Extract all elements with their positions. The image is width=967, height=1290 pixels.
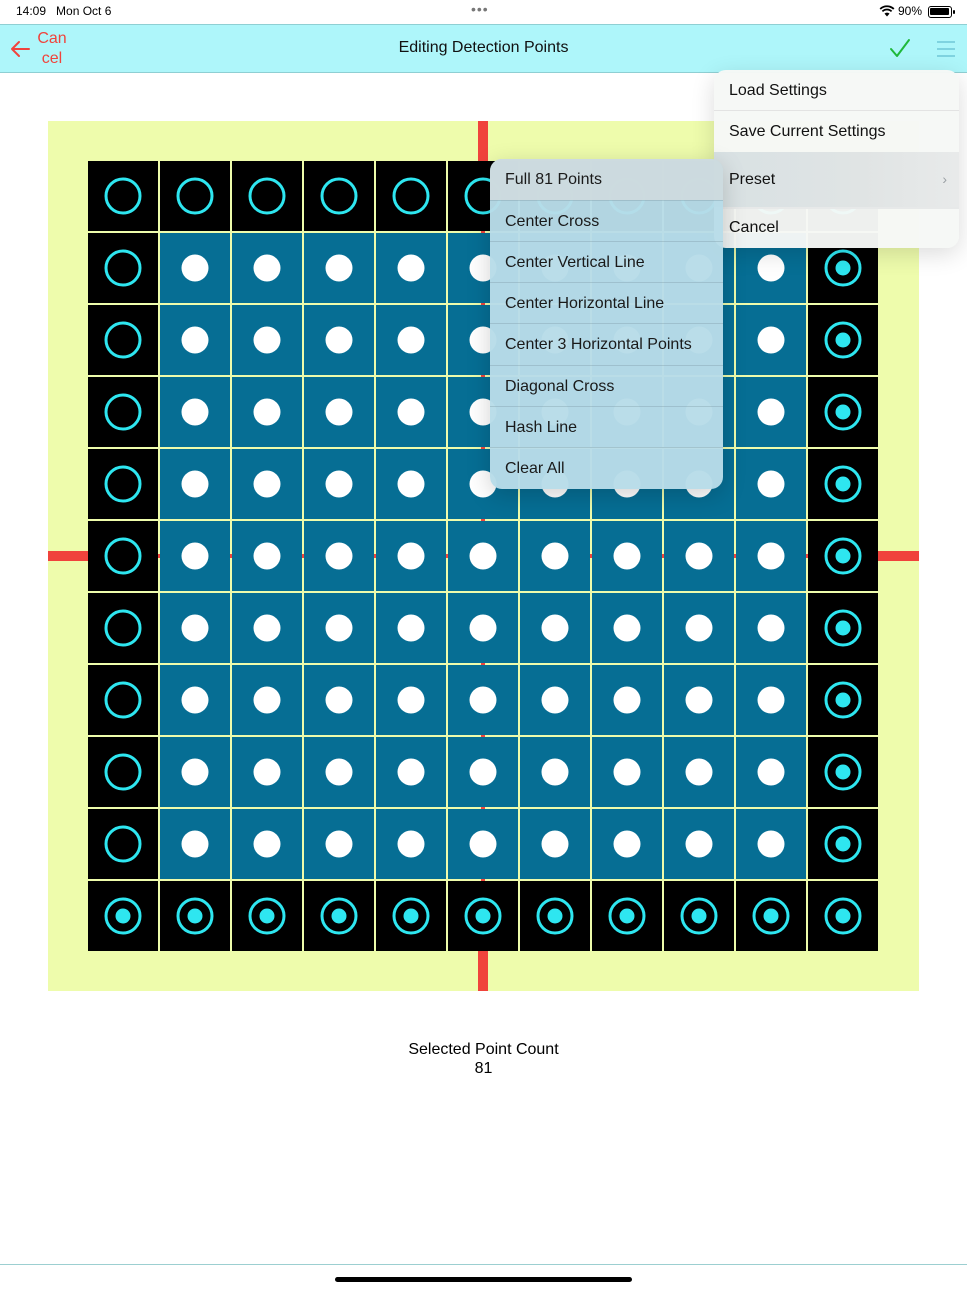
point-dot <box>836 837 851 852</box>
point-dot <box>260 909 275 924</box>
point-dot <box>254 543 281 570</box>
point-dot <box>326 615 353 642</box>
crosshair-tick <box>374 554 376 558</box>
wifi-icon <box>879 5 895 17</box>
point-dot <box>614 687 641 714</box>
point-dot <box>182 327 209 354</box>
selected-point-count-label: Selected Point Count <box>408 1041 559 1058</box>
point-dot <box>398 831 425 858</box>
point-dot <box>614 831 641 858</box>
point-dot <box>332 909 347 924</box>
preset-item-clear-all[interactable]: Clear All <box>505 460 565 477</box>
point-dot <box>182 471 209 498</box>
home-indicator[interactable] <box>335 1277 632 1282</box>
point-dot <box>614 615 641 642</box>
hamburger-menu-icon[interactable] <box>936 39 956 59</box>
crosshair-tick <box>481 231 485 233</box>
grid-cell[interactable] <box>88 665 158 735</box>
point-dot <box>254 615 281 642</box>
crosshair-tick <box>590 554 592 558</box>
point-dot <box>116 909 131 924</box>
crosshair-tick <box>158 554 160 558</box>
point-dot <box>182 255 209 282</box>
page-title: Editing Detection Points <box>398 39 569 56</box>
grid-cell[interactable] <box>88 593 158 663</box>
preset-item-center-horizontal-line[interactable]: Center Horizontal Line <box>505 295 665 312</box>
point-dot <box>614 759 641 786</box>
menu-item-load-settings[interactable]: Load Settings <box>729 82 827 99</box>
point-dot <box>686 543 713 570</box>
point-dot <box>836 405 851 420</box>
point-dot <box>836 693 851 708</box>
menu-item-save-current-settings[interactable]: Save Current Settings <box>729 123 886 140</box>
point-dot <box>182 687 209 714</box>
battery-percent: 90% <box>898 4 923 18</box>
point-dot <box>542 615 569 642</box>
crosshair-tick <box>481 735 485 737</box>
point-dot <box>254 471 281 498</box>
grid-cell[interactable] <box>88 809 158 879</box>
crosshair-tick <box>806 554 808 558</box>
crosshair-tick <box>446 554 448 558</box>
point-dot <box>758 399 785 426</box>
point-dot <box>254 399 281 426</box>
point-dot <box>836 765 851 780</box>
point-dot <box>326 543 353 570</box>
crosshair-bottom <box>478 951 488 991</box>
point-dot <box>398 759 425 786</box>
point-dot <box>758 615 785 642</box>
crosshair-right <box>878 551 919 561</box>
point-dot <box>620 909 635 924</box>
crosshair-tick <box>662 554 664 558</box>
multitasking-dots-icon[interactable]: ••• <box>471 1 489 17</box>
checkmark-icon[interactable] <box>888 37 912 61</box>
grid-cell[interactable] <box>88 449 158 519</box>
options-menu <box>714 70 959 248</box>
menu-item-preset[interactable] <box>714 152 959 207</box>
crosshair-tick <box>481 447 485 449</box>
point-dot <box>686 831 713 858</box>
preset-item-center-cross[interactable]: Center Cross <box>505 213 600 230</box>
point-dot <box>470 543 497 570</box>
point-dot <box>326 687 353 714</box>
cancel-label-line-1: Can <box>37 30 67 47</box>
point-dot <box>398 471 425 498</box>
point-dot <box>764 909 779 924</box>
point-dot <box>398 687 425 714</box>
crosshair-tick <box>481 519 485 521</box>
point-dot <box>398 399 425 426</box>
point-dot <box>254 327 281 354</box>
crosshair-tick <box>481 879 485 881</box>
grid-cell[interactable] <box>304 161 374 231</box>
grid-cell[interactable] <box>160 161 230 231</box>
point-dot <box>326 759 353 786</box>
point-dot <box>758 687 785 714</box>
crosshair-tick <box>302 554 304 558</box>
point-dot <box>542 687 569 714</box>
point-dot <box>686 615 713 642</box>
grid-cell[interactable] <box>88 233 158 303</box>
grid-cell[interactable] <box>376 161 446 231</box>
point-dot <box>548 909 563 924</box>
crosshair-top <box>478 121 488 161</box>
point-dot <box>542 831 569 858</box>
point-dot <box>398 327 425 354</box>
point-dot <box>758 831 785 858</box>
point-dot <box>758 255 785 282</box>
point-dot <box>758 759 785 786</box>
preset-item-hash-line[interactable]: Hash Line <box>505 419 578 436</box>
point-dot <box>692 909 707 924</box>
crosshair-tick <box>734 554 736 558</box>
point-dot <box>836 261 851 276</box>
point-dot <box>254 255 281 282</box>
crosshair-tick <box>481 807 485 809</box>
point-dot <box>182 615 209 642</box>
grid-cell[interactable] <box>88 161 158 231</box>
preset-item-center-3-horizontal-points[interactable]: Center 3 Horizontal Points <box>505 336 692 353</box>
point-dot <box>470 759 497 786</box>
point-dot <box>758 327 785 354</box>
point-dot <box>542 543 569 570</box>
chevron-right-icon: › <box>942 171 947 187</box>
point-dot <box>326 399 353 426</box>
crosshair-left <box>48 551 88 561</box>
point-dot <box>182 759 209 786</box>
point-dot <box>614 543 641 570</box>
crosshair-tick <box>481 375 485 377</box>
selected-point-count-value: 81 <box>474 1060 493 1077</box>
point-dot <box>182 831 209 858</box>
point-dot <box>758 543 785 570</box>
point-dot <box>470 831 497 858</box>
point-dot <box>542 759 569 786</box>
point-dot <box>836 549 851 564</box>
crosshair-tick <box>481 303 485 305</box>
point-dot <box>398 543 425 570</box>
preset-item-diagonal-cross[interactable]: Diagonal Cross <box>505 378 615 395</box>
point-dot <box>182 543 209 570</box>
detection-board <box>48 121 919 991</box>
point-dot <box>836 477 851 492</box>
grid-cell[interactable] <box>88 377 158 447</box>
point-dot <box>470 615 497 642</box>
point-dot <box>254 759 281 786</box>
point-dot <box>686 687 713 714</box>
navigation-bar <box>0 24 967 73</box>
detection-grid[interactable] <box>48 121 919 991</box>
menu-item-preset-label: Preset <box>729 171 776 188</box>
preset-item-center-vertical-line[interactable]: Center Vertical Line <box>505 254 645 271</box>
grid-cell[interactable] <box>232 161 302 231</box>
preset-submenu <box>490 159 723 489</box>
menu-item-cancel[interactable]: Cancel <box>729 219 779 236</box>
point-dot <box>758 471 785 498</box>
point-dot <box>398 255 425 282</box>
point-dot <box>476 909 491 924</box>
status-time: 14:09 Mon Oct 6 <box>16 4 112 18</box>
point-dot <box>188 909 203 924</box>
point-dot <box>398 615 425 642</box>
point-dot <box>326 327 353 354</box>
cancel-label-line-2: cel <box>41 50 63 67</box>
grid-cell[interactable] <box>88 737 158 807</box>
point-dot <box>326 831 353 858</box>
grid-cell[interactable] <box>88 521 158 591</box>
status-bar <box>0 0 967 24</box>
bottom-divider <box>0 1264 967 1265</box>
battery-icon <box>928 6 952 18</box>
point-dot <box>686 759 713 786</box>
point-dot <box>254 831 281 858</box>
point-dot <box>836 909 851 924</box>
point-dot <box>182 399 209 426</box>
grid-cell[interactable] <box>88 305 158 375</box>
preset-item-full-81-points[interactable]: Full 81 Points <box>490 159 723 200</box>
point-dot <box>836 333 851 348</box>
crosshair-tick <box>481 663 485 665</box>
crosshair-tick <box>230 554 232 558</box>
point-dot <box>326 255 353 282</box>
point-dot <box>836 621 851 636</box>
point-dot <box>470 687 497 714</box>
point-dot <box>326 471 353 498</box>
point-dot <box>404 909 419 924</box>
point-dot <box>254 687 281 714</box>
